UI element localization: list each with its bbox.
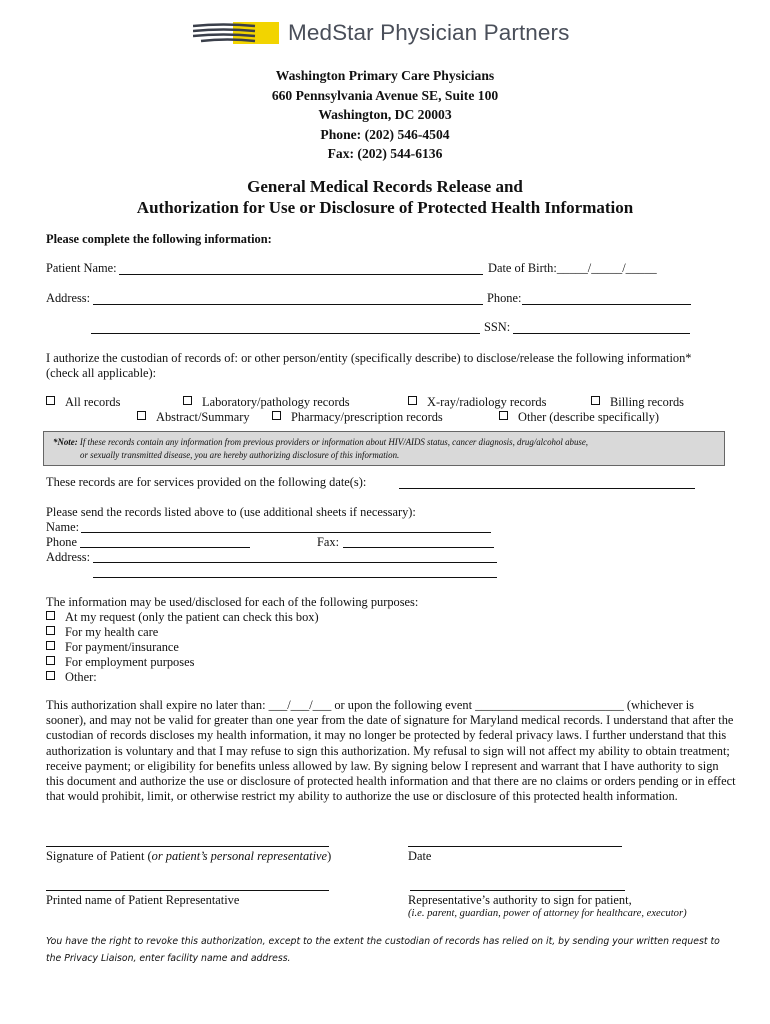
checkbox-billing-records[interactable] bbox=[591, 395, 684, 410]
practice-city: Washington, DC 20003 bbox=[318, 107, 452, 123]
purposes-heading: The information may be used/disclosed for each of the following purposes: bbox=[46, 595, 419, 609]
recipient-phone-field[interactable] bbox=[80, 547, 250, 548]
checkbox-icon[interactable] bbox=[46, 611, 55, 620]
form-title-line1: General Medical Records Release and bbox=[247, 177, 523, 196]
note-text-1: If these records contain any information from previous providers or information about HIV/AIDS status, cancer diagnosis, drug/alcohol abuse, bbox=[79, 437, 589, 447]
signature-date-field[interactable] bbox=[408, 846, 622, 847]
service-dates-field[interactable] bbox=[399, 488, 695, 489]
purpose-label: Other: bbox=[65, 670, 97, 684]
checkbox-purpose-payment[interactable] bbox=[46, 640, 179, 655]
authorize-text-line1: I authorize the custodian of records of: or other person/entity (specifically describe) to disclose/release the following information* bbox=[46, 351, 692, 365]
recipient-name-label: Name: bbox=[46, 520, 80, 534]
purpose-label: For employment purposes bbox=[65, 655, 195, 669]
other-records-label: Other (describe specifically) bbox=[518, 410, 660, 424]
checkbox-all-records[interactable] bbox=[46, 395, 120, 410]
checkbox-icon[interactable] bbox=[183, 396, 192, 405]
billing-records-label: Billing records bbox=[610, 395, 684, 409]
checkbox-purpose-employment[interactable] bbox=[46, 655, 194, 670]
patient-name-field[interactable] bbox=[119, 274, 483, 275]
service-dates-label: These records are for services provided on the following date(s): bbox=[46, 475, 367, 489]
address-field[interactable] bbox=[93, 304, 483, 305]
phone-label: Phone: bbox=[487, 291, 522, 305]
signature-label-end: ) bbox=[327, 849, 332, 863]
all-records-label: All records bbox=[65, 395, 121, 409]
revoke-notice: You have the right to revoke this authorization, except to the extent the custodian of records has relied on it, by sending your written request to the Privacy Liaison, enter facility name and address. bbox=[46, 936, 720, 964]
date-label: Date bbox=[408, 849, 432, 863]
form-title bbox=[0, 176, 770, 218]
note-label: *Note: bbox=[53, 437, 78, 447]
representative-authority-examples: (i.e. parent, guardian, power of attorney for healthcare, executor) bbox=[408, 908, 687, 919]
representative-authority-label: Representative’s authority to sign for patient, bbox=[408, 893, 632, 907]
disclosure-note-line2: or sexually transmitted disease, you are hereby authorizing disclosure of this information. bbox=[80, 450, 400, 460]
signature-label bbox=[46, 849, 331, 864]
checkbox-icon[interactable] bbox=[46, 656, 55, 665]
checkbox-icon[interactable] bbox=[46, 396, 55, 405]
recipient-address-field[interactable] bbox=[93, 562, 497, 563]
lab-records-label: Laboratory/pathology records bbox=[202, 395, 350, 409]
checkbox-icon[interactable] bbox=[272, 411, 281, 420]
date-of-birth-field[interactable]: Date of Birth:_____/_____/_____ bbox=[488, 261, 657, 275]
send-records-instruction: Please send the records listed above to (use additional sheets if necessary): bbox=[46, 505, 416, 519]
abstract-summary-label: Abstract/Summary bbox=[156, 410, 250, 424]
patient-name-label: Patient Name: bbox=[46, 261, 117, 275]
disclosure-note-line1 bbox=[53, 436, 588, 449]
form-title-line2: Authorization for Use or Disclosure of Protected Health Information bbox=[136, 198, 634, 217]
recipient-name-field[interactable] bbox=[81, 532, 491, 533]
checkbox-purpose-health-care[interactable] bbox=[46, 625, 158, 640]
practice-name: Washington Primary Care Physicians bbox=[275, 68, 495, 83]
purpose-label: For my health care bbox=[65, 625, 159, 639]
authorize-text-line2: (check all applicable): bbox=[46, 366, 157, 380]
authorization-terms-paragraph: This authorization shall expire no later than: ___/___/___ or upon the following event ________________________ (whichever is sooner), and may not be valid for greater than one year from the date of signature for Maryland medical records. I understand that after the custodian of records discloses my health information, it may no longer be protected by federal privacy laws. I further understand that this authorization is voluntary and that I may refuse to sign this authorization. My refusal to sign will not affect my ability to obtain treatment; receive payment; or eligibility for benefits unless allowed by law. By signing below I represent and warrant that I have authority to sign this document and authorize the use or disclosure of protected health information and that there are no claims or orders pending or in effect that would prohibit, limit, or otherwise restrict my ability to authorize the use or disclosure of this protected health information. bbox=[46, 698, 736, 804]
checkbox-icon[interactable] bbox=[46, 626, 55, 635]
checkbox-icon[interactable] bbox=[137, 411, 146, 420]
practice-phone: Phone: (202) 546-4504 bbox=[320, 126, 450, 142]
checkbox-abstract-summary[interactable] bbox=[137, 410, 250, 425]
checkbox-icon[interactable] bbox=[46, 641, 55, 650]
address-label: Address: bbox=[46, 291, 91, 305]
checkbox-purpose-other[interactable] bbox=[46, 670, 97, 685]
instruction-text: Please complete the following information: bbox=[46, 232, 272, 246]
address-line-2-field[interactable] bbox=[91, 333, 480, 334]
checkbox-lab-records[interactable] bbox=[183, 395, 350, 410]
printed-name-label: Printed name of Patient Representative bbox=[46, 893, 240, 907]
checkbox-icon[interactable] bbox=[46, 671, 55, 680]
recipient-phone-label: Phone bbox=[46, 535, 77, 549]
checkbox-icon[interactable] bbox=[499, 411, 508, 420]
recipient-fax-label: Fax: bbox=[317, 535, 340, 549]
signature-label-text: Signature of Patient ( bbox=[46, 849, 152, 863]
recipient-address-line-2-field[interactable] bbox=[93, 577, 497, 578]
ssn-label: SSN: bbox=[484, 320, 511, 334]
brand-name: MedStar Physician Partners bbox=[288, 20, 570, 45]
checkbox-other-records[interactable] bbox=[499, 410, 659, 425]
checkbox-icon[interactable] bbox=[408, 396, 417, 405]
patient-signature-field[interactable] bbox=[46, 846, 329, 847]
practice-info bbox=[0, 66, 770, 164]
checkbox-icon[interactable] bbox=[591, 396, 600, 405]
purpose-label: For payment/insurance bbox=[65, 640, 179, 654]
checkbox-xray-records[interactable] bbox=[408, 395, 546, 410]
checkbox-pharmacy-records[interactable] bbox=[272, 410, 443, 425]
representative-authority-field[interactable] bbox=[410, 890, 625, 891]
checkbox-purpose-request[interactable] bbox=[46, 610, 319, 625]
practice-fax: Fax: (202) 544-6136 bbox=[327, 146, 443, 162]
purpose-label: At my request (only the patient can check this box) bbox=[65, 610, 319, 624]
medstar-logo-icon bbox=[193, 22, 279, 44]
pharmacy-records-label: Pharmacy/prescription records bbox=[291, 410, 443, 424]
practice-street: 660 Pennsylvania Avenue SE, Suite 100 bbox=[271, 87, 499, 103]
ssn-field[interactable] bbox=[513, 333, 690, 334]
xray-records-label: X-ray/radiology records bbox=[427, 395, 547, 409]
signature-label-italic: or patient’s personal representative bbox=[151, 849, 328, 863]
recipient-fax-field[interactable] bbox=[343, 547, 494, 548]
recipient-address-label: Address: bbox=[46, 550, 91, 564]
phone-field[interactable] bbox=[522, 304, 691, 305]
printed-name-field[interactable] bbox=[46, 890, 329, 891]
